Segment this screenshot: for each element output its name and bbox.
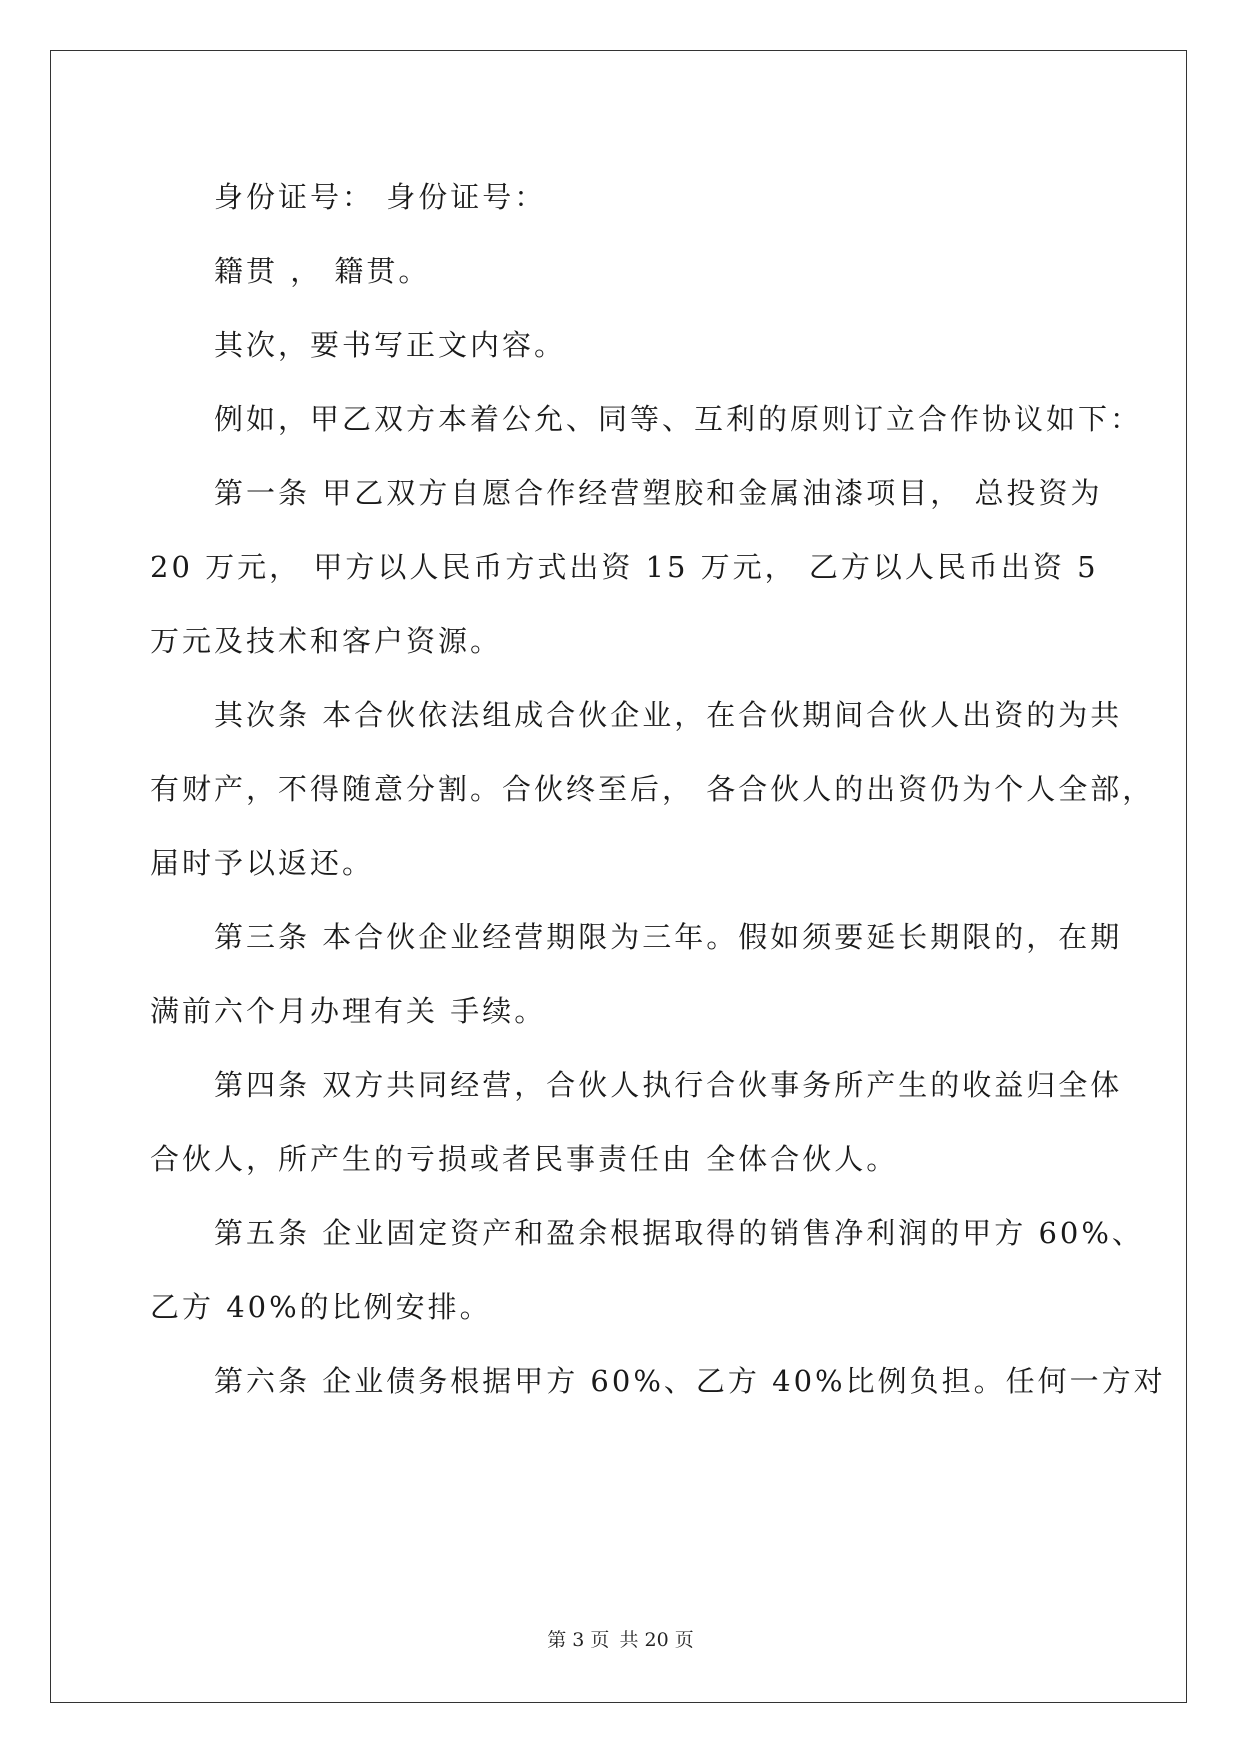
article-3-line-2: 满前六个月办理有关 手续。 <box>150 994 547 1028</box>
article-6-line-1: 第六条 企业债务根据甲方 60%、乙方 40%比例负担。任何一方对 <box>214 1364 1166 1398</box>
article-1-line-1: 第一条 甲乙双方自愿合作经营塑胶和金属油漆项目， 总投资为 <box>214 476 1103 510</box>
text-line-native-place: 籍贯 ， 籍贯。 <box>214 254 431 288</box>
page-total: 共 20 页 <box>619 1629 694 1651</box>
article-1-line-3: 万元及技术和客户资源。 <box>150 624 503 658</box>
page-footer <box>0 1625 1241 1652</box>
text-line-example: 例如，甲乙双方本着公允、同等、互利的原则订立合作协议如下： <box>214 402 1143 436</box>
article-1-line-2: 20 万元， 甲方以人民币方式出资 15 万元， 乙方以人民币出资 5 <box>150 550 1099 584</box>
article-5-line-1: 第五条 企业固定资产和盈余根据取得的销售净利润的甲方 60%、 <box>214 1216 1144 1250</box>
document-body <box>150 160 1166 1418</box>
article-2-line-3: 届时予以返还。 <box>150 846 375 880</box>
article-2-line-2: 有财产，不得随意分割。合伙终至后， 各合伙人的出资仍为个人全部， <box>150 772 1155 806</box>
page-number: 第 3 页 <box>547 1629 610 1651</box>
article-3-line-1: 第三条 本合伙企业经营期限为三年。假如须要延长期限的，在期 <box>214 920 1123 954</box>
article-5-line-2: 乙方 40%的比例安排。 <box>150 1290 492 1324</box>
article-4-line-2: 合伙人，所产生的亏损或者民事责任由 全体合伙人。 <box>150 1142 899 1176</box>
text-line-id-numbers: 身份证号： 身份证号： <box>214 180 547 214</box>
article-2-line-1: 其次条 本合伙依法组成合伙企业，在合伙期间合伙人出资的为共 <box>214 698 1123 732</box>
article-4-line-1: 第四条 双方共同经营，合伙人执行合伙事务所产生的收益归全体 <box>214 1068 1123 1102</box>
text-line-body-intro: 其次，要书写正文内容。 <box>214 328 567 362</box>
